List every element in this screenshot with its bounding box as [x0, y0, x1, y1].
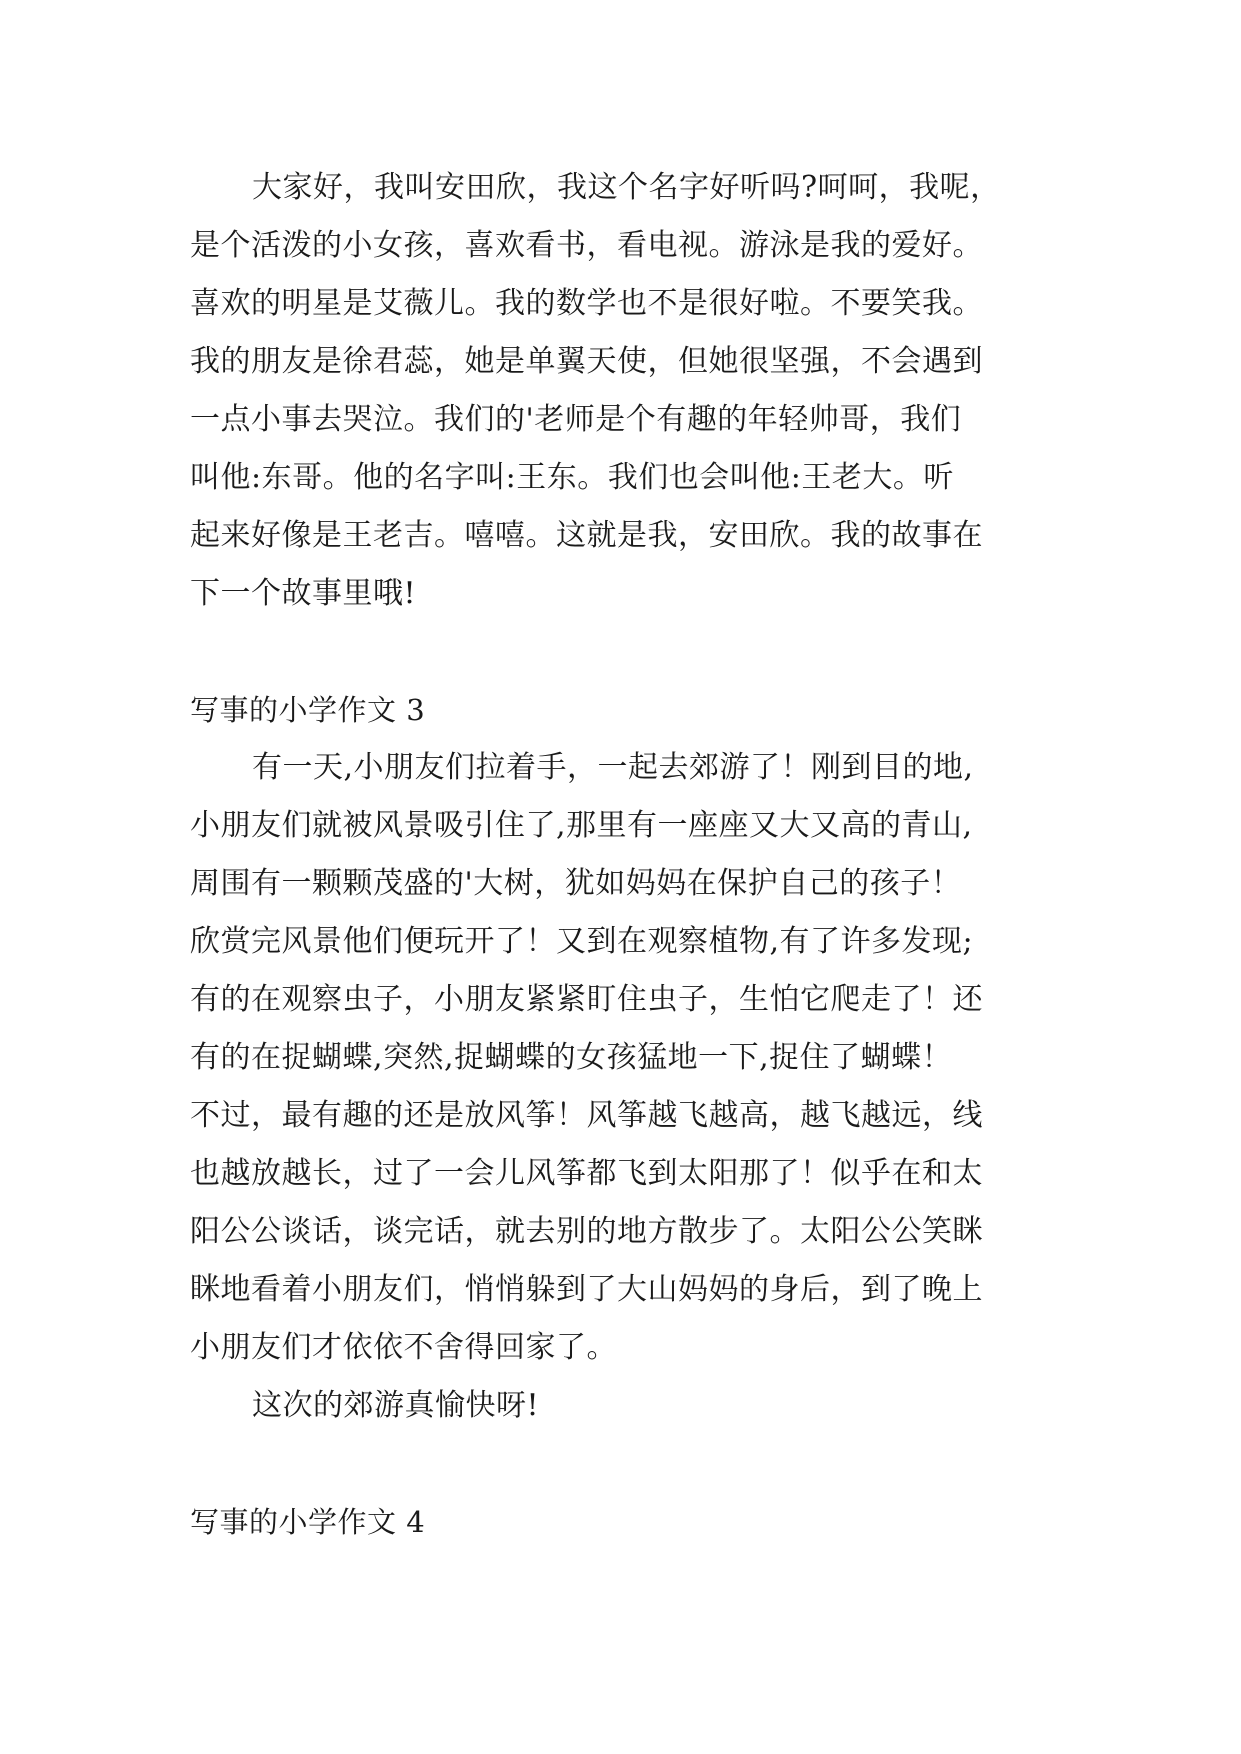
paragraph-1-line: 起来好像是王老吉。嘻嘻。这就是我，安田欣。我的故事在 [190, 518, 983, 553]
paragraph-1-line: 一点小事去哭泣。我们的'老师是个有趣的年轻帅哥，我们 [190, 402, 962, 437]
paragraph-3-line: 这次的郊游真愉快呀! [252, 1388, 540, 1423]
paragraph-2-line: 周围有一颗颗茂盛的'大树，犹如妈妈在保护自己的孩子！ [190, 866, 962, 901]
paragraph-2-line: 小朋友们就被风景吸引住了,那里有一座座又大又高的青山, [190, 808, 973, 843]
paragraph-2-line: 欣赏完风景他们便玩开了！又到在观察植物,有了许多发现; [190, 924, 974, 959]
paragraph-2-line: 阳公公谈话，谈完话，就去别的地方散步了。太阳公公笑眯 [190, 1214, 983, 1249]
paragraph-2-line: 有的在观察虫子，小朋友紧紧盯住虫子，生怕它爬走了！还 [190, 982, 983, 1017]
section-heading-4: 写事的小学作文 4 [190, 1505, 426, 1539]
paragraph-2-line: 也越放越长，过了一会儿风筝都飞到太阳那了！似乎在和太 [190, 1156, 983, 1191]
paragraph-1-line: 大家好，我叫安田欣，我这个名字好听吗?呵呵，我呢， [252, 170, 1001, 205]
paragraph-1-line: 叫他:东哥。他的名字叫:王东。我们也会叫他:王老大。听 [190, 460, 954, 495]
paragraph-2-line: 眯地看着小朋友们，悄悄躲到了大山妈妈的身后，到了晚上 [190, 1272, 983, 1307]
paragraph-1-line: 我的朋友是徐君蕊，她是单翼天使，但她很坚强，不会遇到 [190, 344, 983, 379]
paragraph-2-line: 有的在捉蝴蝶,突然,捉蝴蝶的女孩猛地一下,捉住了蝴蝶！ [190, 1040, 953, 1075]
paragraph-2-line: 不过，最有趣的还是放风筝！风筝越飞越高，越飞越远，线 [190, 1098, 983, 1133]
paragraph-1-line: 下一个故事里哦! [190, 576, 417, 611]
paragraph-1-line: 是个活泼的小女孩，喜欢看书，看电视。游泳是我的爱好。 [190, 228, 983, 263]
paragraph-2-line: 小朋友们才依依不舍得回家了。 [190, 1330, 617, 1365]
paragraph-1-line: 喜欢的明星是艾薇儿。我的数学也不是很好啦。不要笑我。 [190, 286, 983, 321]
paragraph-2-line: 有一天,小朋友们拉着手，一起去郊游了！刚到目的地, [252, 750, 974, 785]
section-heading-3: 写事的小学作文 3 [190, 693, 426, 727]
